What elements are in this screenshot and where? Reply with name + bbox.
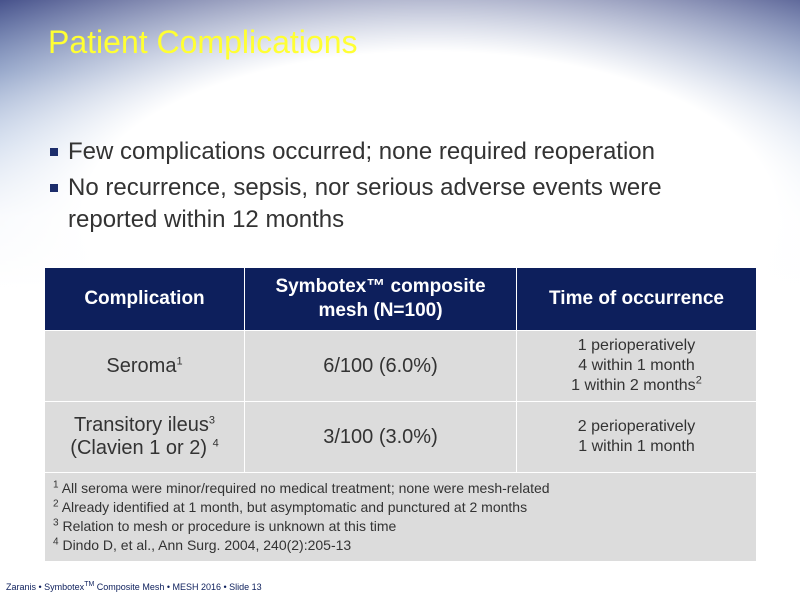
slide-title: Patient Complications xyxy=(48,24,358,60)
footnote-text: All seroma were minor/required no medical treatment; none were mesh-related xyxy=(61,480,550,496)
footnotes-cell xyxy=(45,473,757,562)
footnote-marker: 2 xyxy=(53,498,59,510)
footer-trademark: TM xyxy=(84,581,95,588)
footnote-ref: 1 xyxy=(176,354,183,367)
footer-text: Zaranis • Symbotex xyxy=(6,582,85,592)
footnote-text: Already identified at 1 month, but asymptomatic and punctured at 2 months xyxy=(61,499,528,515)
footnote-ref: 3 xyxy=(208,414,215,427)
table-row xyxy=(45,331,757,402)
header-complication: Complication xyxy=(45,268,245,331)
bullet-text: No recurrence, sepsis, nor serious adverse events were reported within 12 months xyxy=(68,174,662,233)
footnote xyxy=(53,498,748,517)
footnote xyxy=(53,536,748,555)
footer-text: Composite Mesh • MESH 2016 • Slide 13 xyxy=(94,582,262,592)
footnote xyxy=(53,517,748,536)
bullet-list xyxy=(48,136,748,240)
complication-name: Seroma xyxy=(106,354,177,377)
time-line: 1 perioperatively xyxy=(577,337,696,354)
footnote-ref: 2 xyxy=(695,374,702,387)
footnote-ref: 4 xyxy=(212,437,219,450)
slide-footer xyxy=(6,582,262,592)
bullet-text: Few complications occurred; none required reoperation xyxy=(68,138,655,165)
square-bullet-icon xyxy=(50,148,58,156)
complications-table xyxy=(44,267,757,562)
header-mesh: Symbotex™ composite mesh (N=100) xyxy=(245,268,517,331)
footnote xyxy=(53,479,748,498)
table-row xyxy=(45,402,757,473)
footnote-text: Dindo D, et al., Ann Surg. 2004, 240(2):205-13 xyxy=(62,537,352,553)
square-bullet-icon xyxy=(50,184,58,192)
time-line: 2 perioperatively xyxy=(577,418,696,435)
time-cell xyxy=(517,402,757,473)
complication-cell xyxy=(45,331,245,402)
complication-cell xyxy=(45,402,245,473)
footnote-marker: 4 xyxy=(53,536,59,548)
time-cell xyxy=(517,331,757,402)
header-time: Time of occurrence xyxy=(517,268,757,331)
bullet-item xyxy=(48,136,748,168)
footnote-marker: 1 xyxy=(53,479,59,491)
footnote-text: Relation to mesh or procedure is unknown at this time xyxy=(62,518,397,534)
value-cell: 3/100 (3.0%) xyxy=(245,402,517,473)
complication-name: Transitory ileus xyxy=(74,414,209,436)
time-line: 1 within 1 month xyxy=(578,438,695,455)
time-line: 1 within 2 months xyxy=(571,377,696,394)
bullet-item xyxy=(48,172,748,236)
footnotes-row xyxy=(45,473,757,562)
footnote-marker: 3 xyxy=(53,517,59,529)
complication-subtext: (Clavien 1 or 2) xyxy=(70,437,208,459)
table-header-row xyxy=(45,268,757,331)
value-cell: 6/100 (6.0%) xyxy=(245,331,517,402)
time-line: 4 within 1 month xyxy=(578,357,695,374)
